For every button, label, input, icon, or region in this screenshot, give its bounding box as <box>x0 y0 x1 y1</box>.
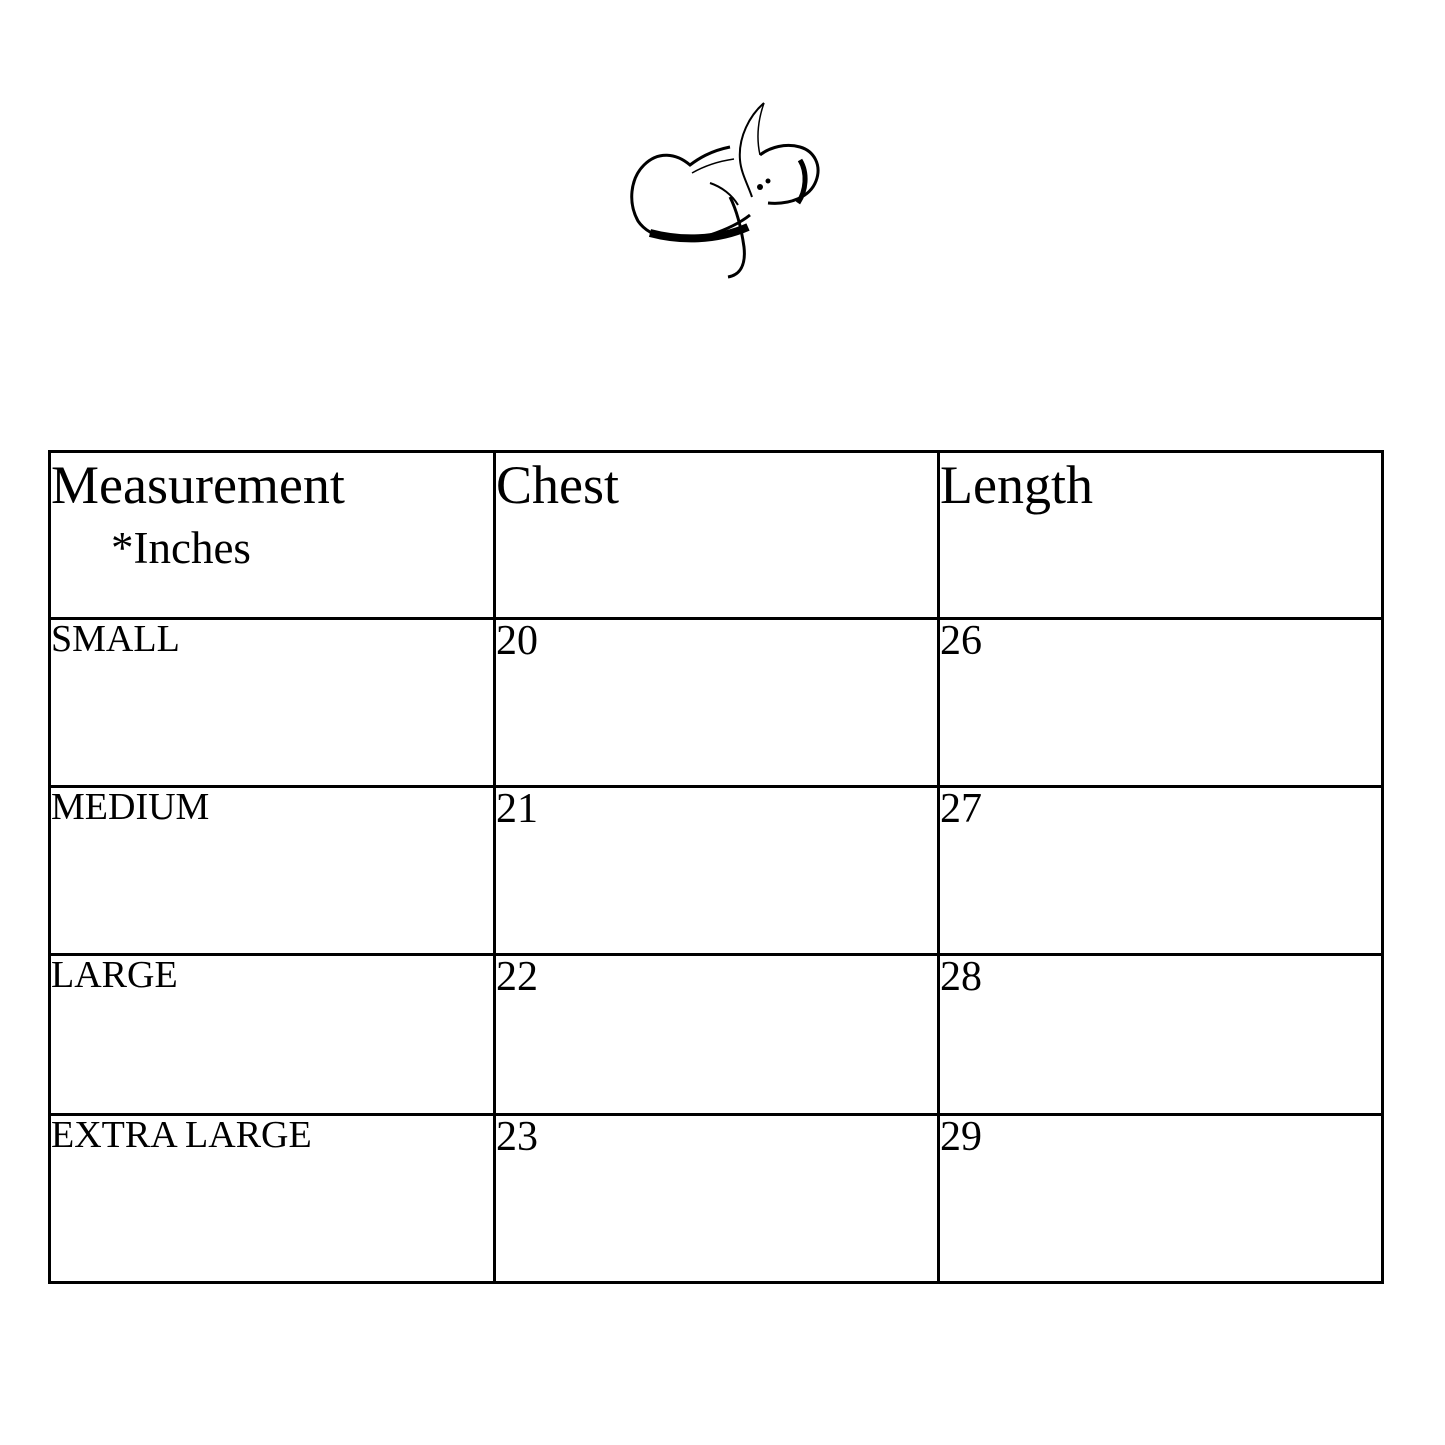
chest-value: 22 <box>495 955 939 1115</box>
table-row <box>50 1115 1383 1283</box>
table-row <box>50 955 1383 1115</box>
header-measurement-cell <box>50 452 495 619</box>
size-label: MEDIUM <box>50 787 495 955</box>
table-header-row <box>50 452 1383 619</box>
header-unit-note: *Inches <box>111 523 251 573</box>
length-value: 28 <box>939 955 1383 1115</box>
size-label: LARGE <box>50 955 495 1115</box>
header-length-cell <box>939 452 1383 619</box>
length-value: 26 <box>939 619 1383 787</box>
brand-calligraphy-logo <box>610 95 840 290</box>
length-value: 29 <box>939 1115 1383 1283</box>
chest-value: 23 <box>495 1115 939 1283</box>
table-row <box>50 787 1383 955</box>
table-row <box>50 619 1383 787</box>
header-chest: Chest <box>496 455 620 515</box>
header-length: Length <box>940 455 1093 515</box>
size-label: EXTRA LARGE <box>50 1115 495 1283</box>
brand-logo <box>610 95 840 290</box>
length-value: 27 <box>939 787 1383 955</box>
header-chest-cell <box>495 452 939 619</box>
size-chart-table <box>48 450 1384 1284</box>
header-measurement: Measurement <box>51 455 345 515</box>
chest-value: 21 <box>495 787 939 955</box>
size-label: SMALL <box>50 619 495 787</box>
chest-value: 20 <box>495 619 939 787</box>
